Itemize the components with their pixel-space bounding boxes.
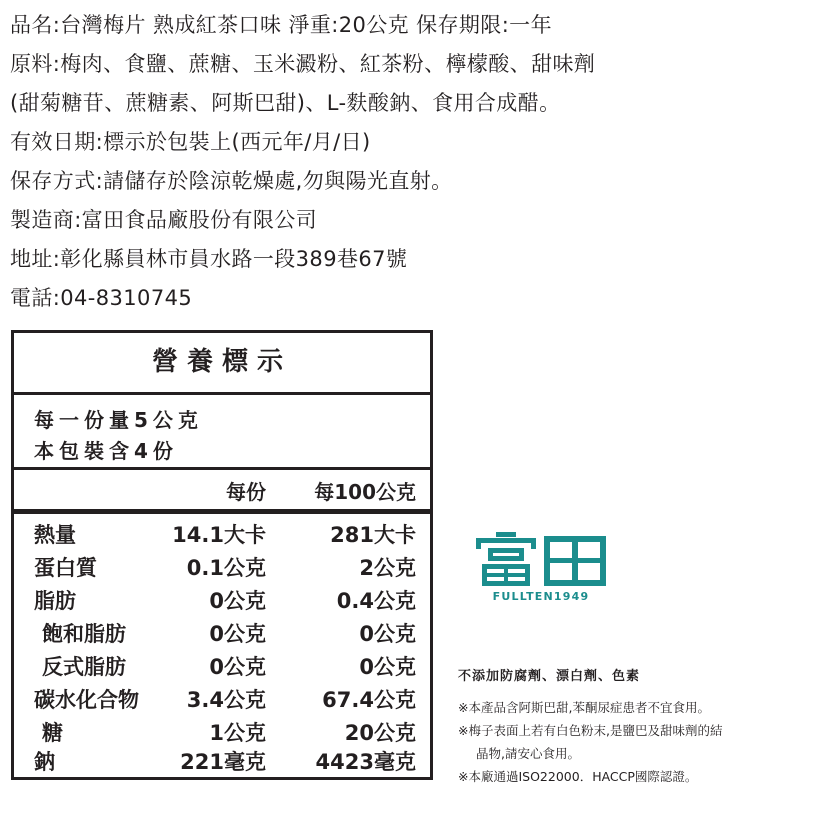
nutrition-divider [14, 467, 430, 470]
nutrient-per-serving: 1公克 [209, 721, 266, 745]
nutrient-name: 碳水化合物 [34, 688, 139, 712]
nutrient-name: 反式脂肪 [42, 655, 126, 679]
nutrition-divider-thick [14, 509, 430, 514]
nutrient-name: 脂肪 [34, 589, 76, 613]
logo-subtitle: FULLTEN1949 [492, 590, 590, 603]
info-manufacturer: 製造商:富田食品廠股份有限公司 [10, 208, 318, 232]
nutrient-row [14, 684, 430, 717]
fullten-logo [474, 532, 608, 603]
nutrient-per-100g: 281大卡 [330, 523, 416, 547]
nutrient-row [14, 519, 430, 552]
info-ingredients-cont: (甜菊糖苷、蔗糖素、阿斯巴甜)、L-麩酸鈉、食用合成醋。 [10, 91, 561, 115]
notes-block [458, 665, 826, 788]
col-per-serving: 每份 [226, 480, 266, 504]
nutrient-per-100g: 4423毫克 [315, 750, 416, 774]
info-address: 地址:彰化縣員林市員水路一段389巷67號 [10, 247, 408, 271]
nutrition-panel [11, 330, 433, 780]
nutrient-per-serving: 14.1大卡 [172, 523, 266, 547]
nutrient-row [14, 746, 430, 779]
note-line: ※本廠通過ISO22000．HACCP國際認證。 [458, 769, 698, 784]
nutrient-name: 飽和脂肪 [42, 622, 126, 646]
product-info [10, 6, 820, 318]
nutrient-per-serving: 0公克 [209, 589, 266, 613]
info-expiry: 有效日期:標示於包裝上(西元年/月/日) [10, 130, 371, 154]
nutrient-per-serving: 3.4公克 [186, 688, 266, 712]
info-phone: 電話:04-8310745 [10, 286, 193, 310]
nutrient-name: 熱量 [34, 523, 76, 547]
note-line: ※本產品含阿斯巴甜,苯酮尿症患者不宜食用。 [458, 700, 710, 715]
nutrient-per-100g: 0.4公克 [336, 589, 416, 613]
nutrient-name: 蛋白質 [34, 556, 97, 580]
nutrient-per-100g: 0公克 [359, 622, 416, 646]
nutrient-per-serving: 0.1公克 [186, 556, 266, 580]
nutrient-per-serving: 0公克 [209, 622, 266, 646]
servings-per-package: 本包裝含4份 [34, 439, 178, 463]
nutrition-title: 營養標示 [151, 347, 292, 377]
note-line: ※梅子表面上若有白色粉末,是鹽巴及甜味劑的結 [458, 723, 723, 738]
logo-mark-icon [474, 532, 608, 586]
nutrient-row [14, 651, 430, 684]
nutrient-per-100g: 2公克 [359, 556, 416, 580]
nutrient-per-100g: 0公克 [359, 655, 416, 679]
nutrient-row [14, 585, 430, 618]
nutrient-per-100g: 20公克 [344, 721, 416, 745]
col-per-100g: 每100公克 [314, 480, 416, 504]
nutrient-row [14, 552, 430, 585]
info-ingredients: 原料:梅肉、食鹽、蔗糖、玉米澱粉、紅茶粉、檸檬酸、甜味劑 [10, 52, 596, 76]
info-name-weight: 品名:台灣梅片 熟成紅茶口味 淨重:20公克 保存期限:一年 [10, 13, 552, 37]
nutrient-per-serving: 221毫克 [180, 750, 266, 774]
note-line: 晶物,請安心食用。 [476, 746, 580, 761]
nutrient-name: 鈉 [34, 750, 55, 774]
serving-size: 每一份量5公克 [34, 408, 203, 432]
info-storage: 保存方式:請儲存於陰涼乾燥處,勿與陽光直射。 [10, 169, 453, 193]
nutrient-per-100g: 67.4公克 [322, 688, 416, 712]
nutrient-row [14, 618, 430, 651]
nutrition-divider [14, 392, 430, 395]
nutrient-per-serving: 0公克 [209, 655, 266, 679]
no-additives-heading: 不添加防腐劑、漂白劑、色素 [458, 669, 641, 684]
nutrient-name: 糖 [42, 721, 63, 745]
